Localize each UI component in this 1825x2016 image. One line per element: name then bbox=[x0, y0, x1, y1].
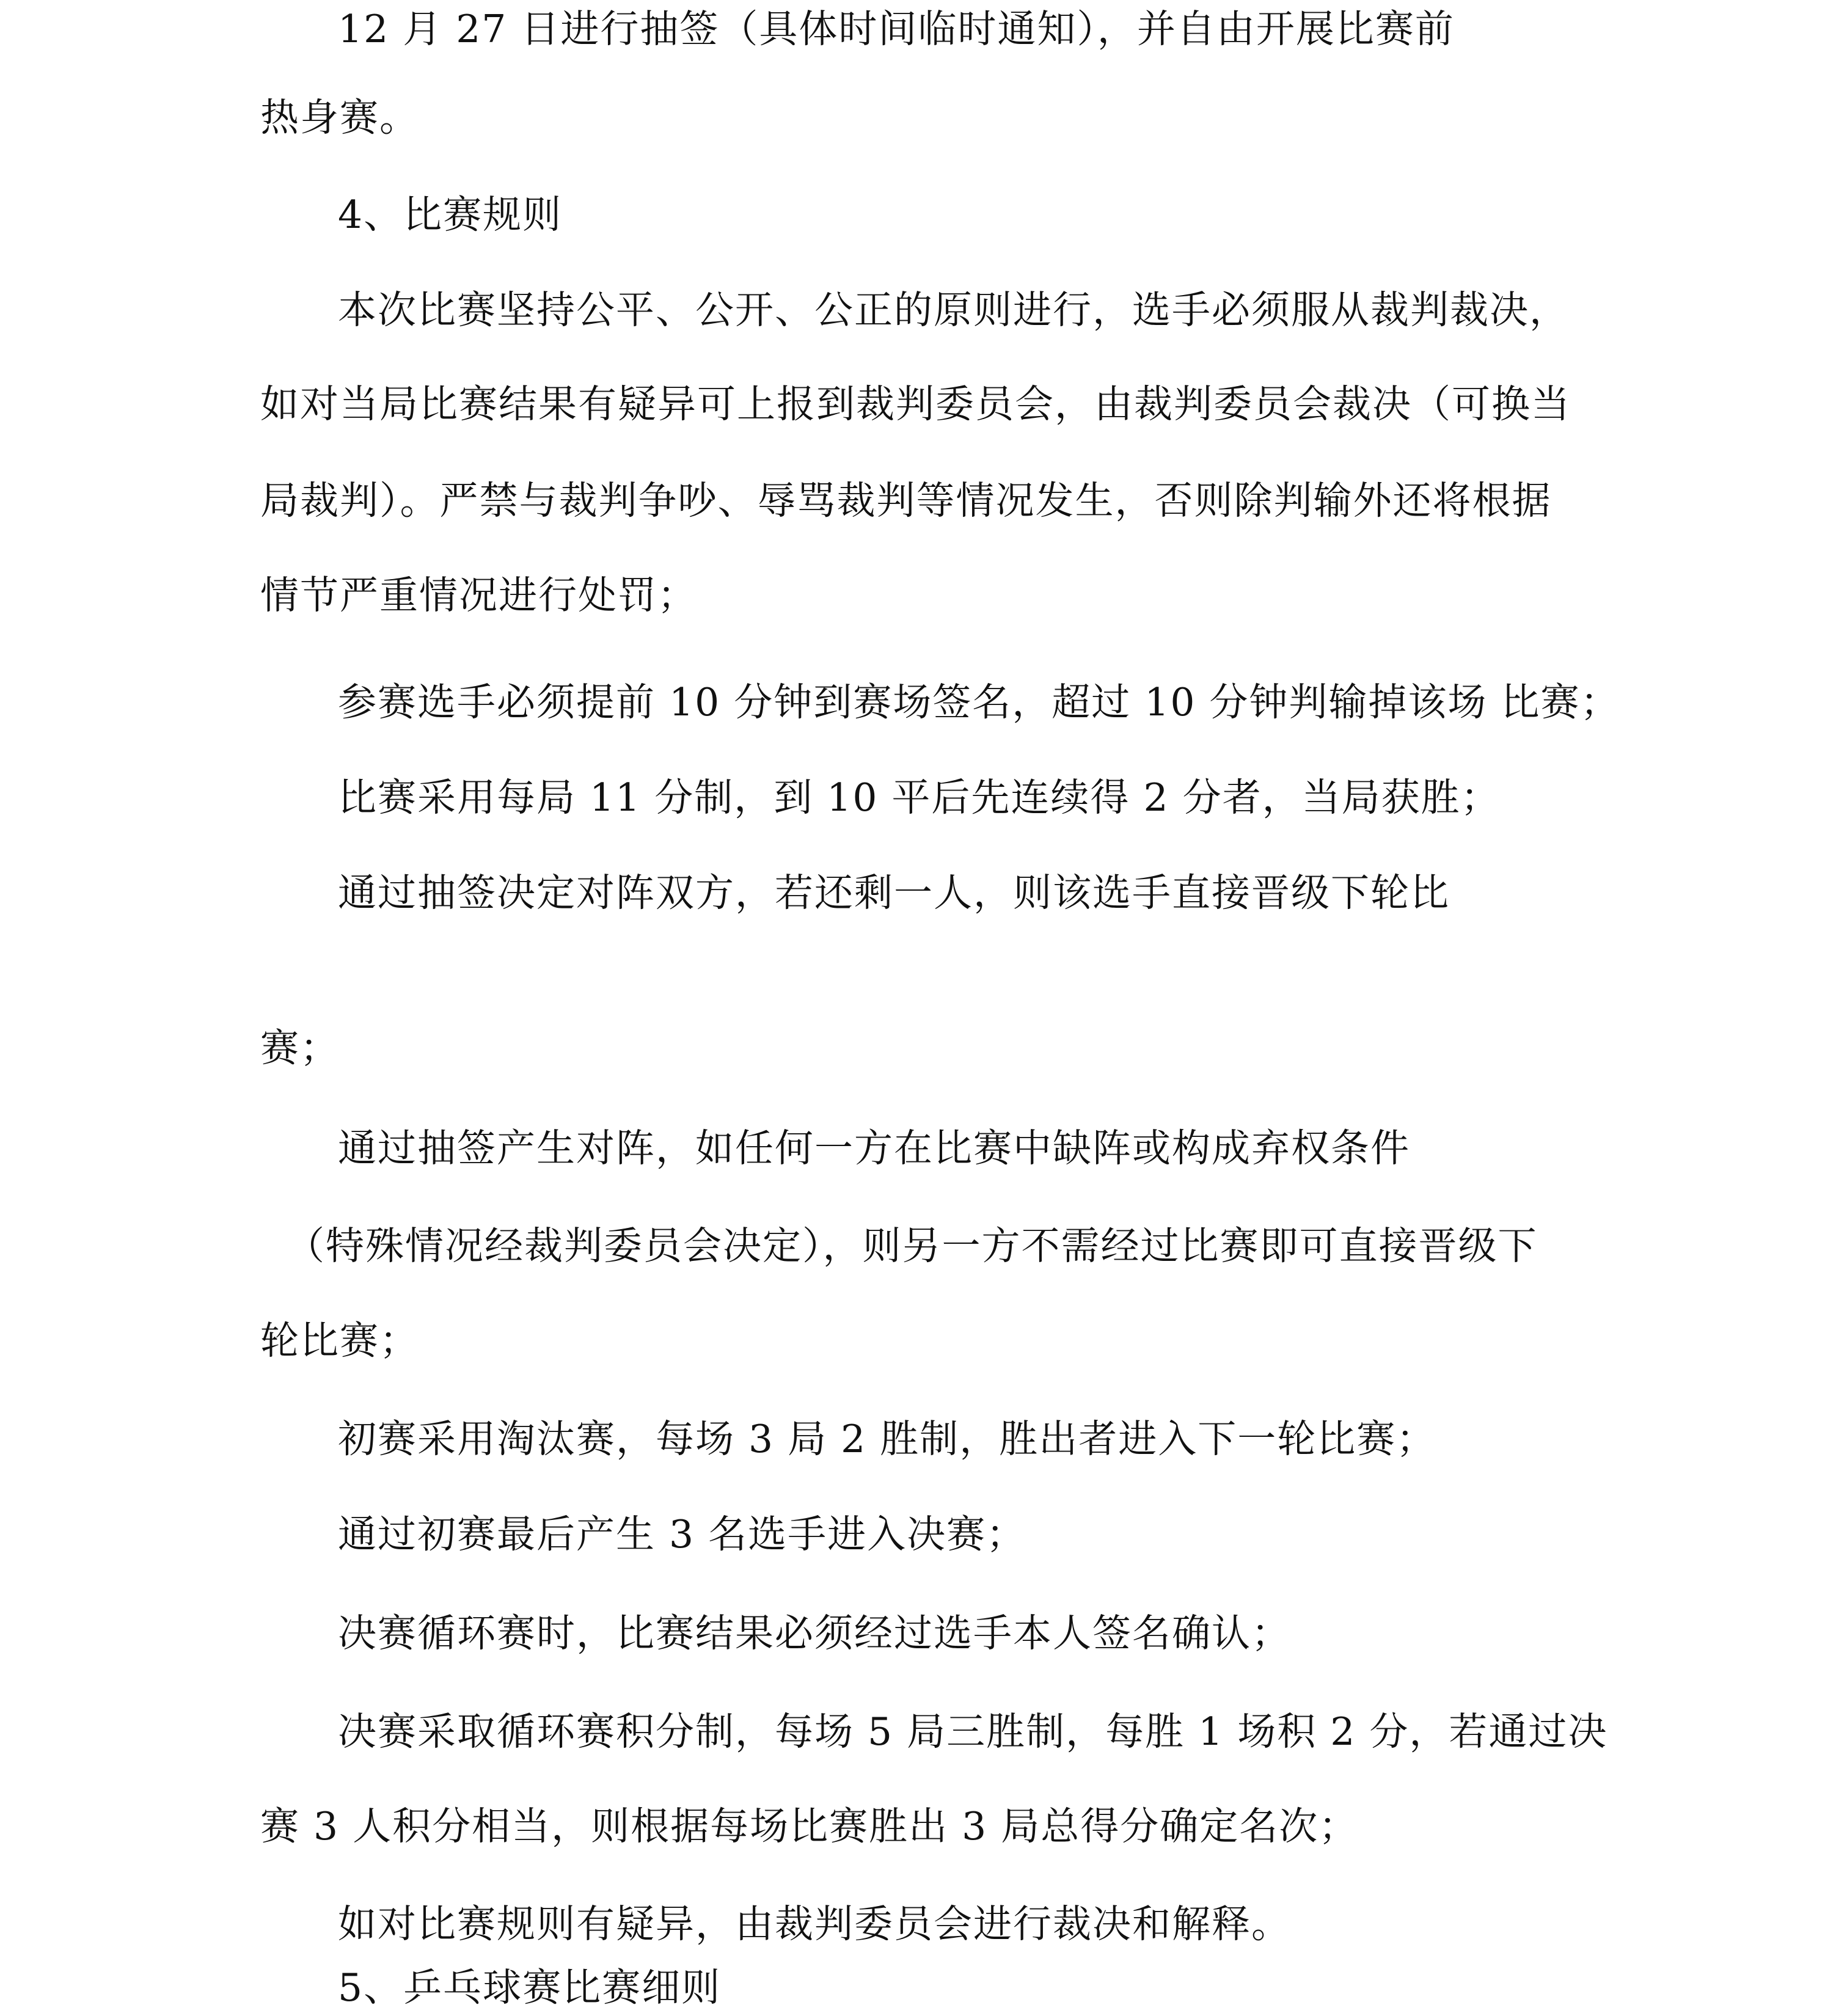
text-line-2: 热身赛。 bbox=[260, 95, 419, 140]
text-line-12: 通过抽签产生对阵，如任何一方在比赛中缺阵或构成弃权条件 bbox=[338, 1126, 1410, 1171]
text-line-11: 赛； bbox=[260, 1026, 340, 1070]
text-line-16: 通过初赛最后产生 3 名选手进入决赛； bbox=[338, 1512, 1026, 1557]
text-line-10: 通过抽签决定对阵双方，若还剩一人，则该选手直接晋级下轮比 bbox=[338, 871, 1450, 915]
text-line-20: 如对比赛规则有疑异，由裁判委员会进行裁决和解释。 bbox=[338, 1902, 1291, 1946]
text-line-17: 决赛循环赛时，比赛结果必须经过选手本人签名确认； bbox=[338, 1611, 1291, 1656]
text-line-4: 本次比赛坚持公平、公开、公正的原则进行，选手必须服从裁判裁决， bbox=[338, 288, 1569, 332]
text-line-5: 如对当局比赛结果有疑异可上报到裁判委员会，由裁判委员会裁决（可换当 bbox=[260, 382, 1571, 426]
text-line-18: 决赛采取循环赛积分制，每场 5 局三胜制，每胜 1 场积 2 分，若通过决 bbox=[338, 1709, 1608, 1754]
section-heading-rules: 4、比赛规则 bbox=[338, 192, 563, 237]
text-line-7: 情节严重情况进行处罚； bbox=[260, 573, 697, 618]
text-line-14: 轮比赛； bbox=[260, 1318, 419, 1363]
text-line-19: 赛 3 人积分相当，则根据每场比赛胜出 3 局总得分确定名次； bbox=[260, 1804, 1359, 1849]
text-line-15: 初赛采用淘汰赛，每场 3 局 2 胜制，胜出者进入下一轮比赛； bbox=[338, 1417, 1436, 1461]
text-line-13: （特殊情况经裁判委员会决定），则另一方不需经过比赛即可直接晋级下 bbox=[286, 1224, 1538, 1268]
text-line-9: 比赛采用每局 11 分制，到 10 平后先连续得 2 分者，当局获胜； bbox=[338, 775, 1501, 820]
section-heading-table-tennis: 5、乒乓球赛比赛细则 bbox=[338, 1965, 722, 2010]
text-line-1: 12 月 27 日进行抽签（具体时间临时通知），并自由开展比赛前 bbox=[338, 7, 1455, 51]
text-line-8: 参赛选手必须提前 10 分钟到赛场签名，超过 10 分钟判输掉该场 比赛； bbox=[338, 680, 1620, 725]
text-line-6: 局裁判）。严禁与裁判争吵、辱骂裁判等情况发生，否则除判输外还将根据 bbox=[260, 478, 1552, 523]
